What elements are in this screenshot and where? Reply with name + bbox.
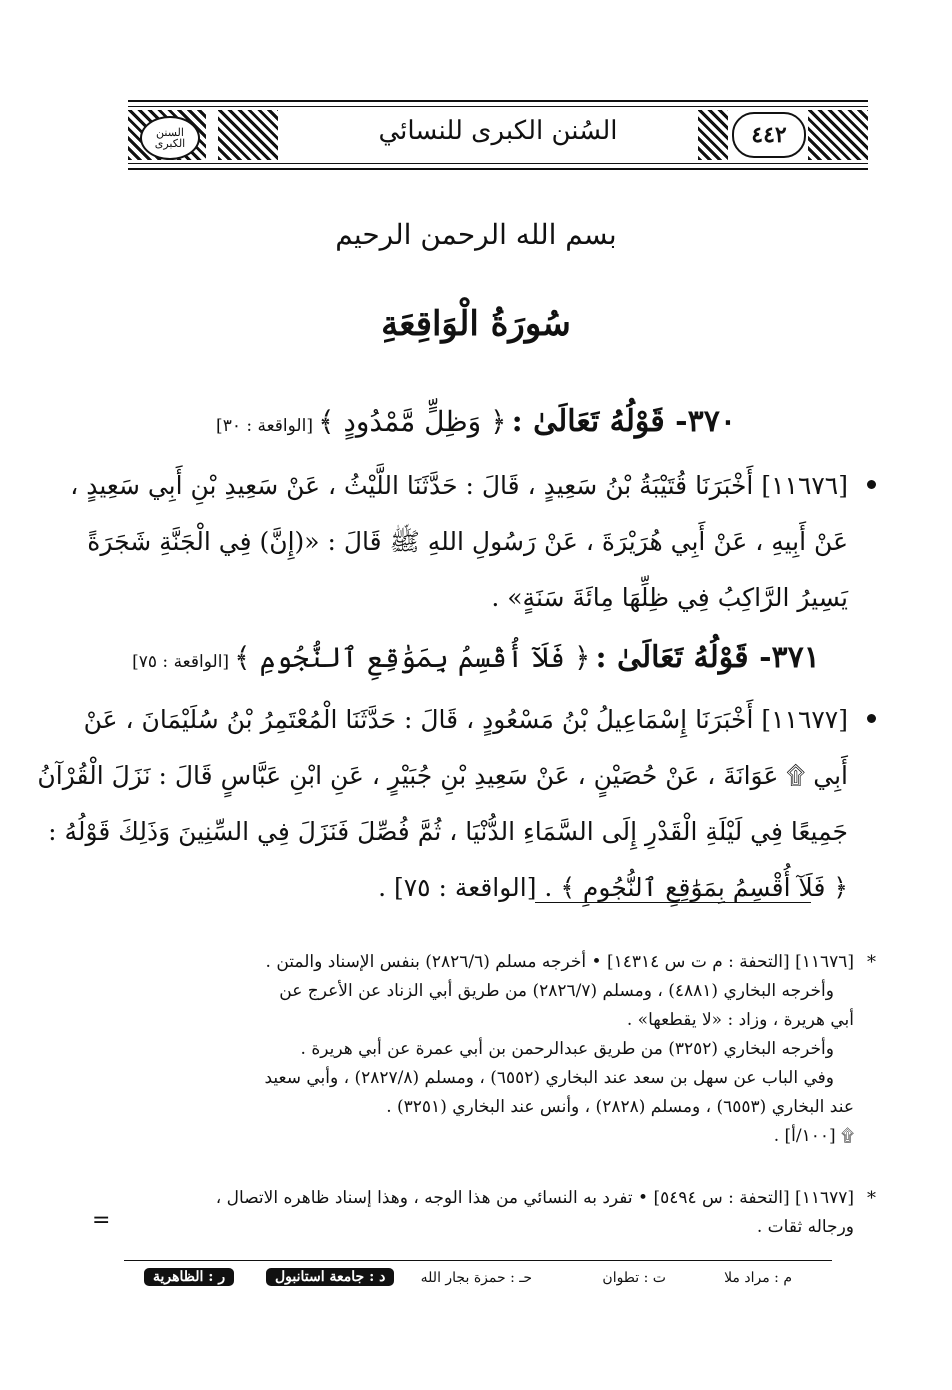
siglum-d-badge: د : جامعة استانبول <box>266 1268 394 1286</box>
text-line: عَنْ أَبِيهِ ، عَنْ أَبِي هُرَيْرَةَ ، عَنْ رَسُولِ اللهِ ﷺ قَالَ : «(إِنَّ) فِي الْجَنَّةِ شَجَرَةً <box>87 527 848 556</box>
footnote-line: [١١٦٧٧] [التحفة : س ٥٤٩٤] • تفرد به النسائي من هذا الوجه ، وهذا إسناد ظاهره الاتصال ، <box>215 1188 854 1208</box>
section-number: ٣٧٠ <box>687 404 736 439</box>
siglum-r-badge: ر : الظاهرية <box>144 1268 234 1286</box>
page-header <box>128 100 868 170</box>
siglum-t: ت : تطوان <box>602 1270 666 1286</box>
text-line: يَسِيرُ الرَّاكِبُ فِي ظِلِّهَا مِائَةَ سَنَةٍ» . <box>491 583 848 612</box>
sura-title: سُورَةُ الْوَاقِعَةِ <box>381 304 571 344</box>
text-line: [١١٦٧٧] أَخْبَرَنَا إِسْمَاعِيلُ بْنُ مَسْعُودٍ ، قَالَ : حَدَّثَنَا الْمُعْتَمِرُ بْنُ سُلَيْمَانَ ، عَنْ <box>83 705 848 734</box>
section-number: ٣٧١ <box>771 640 820 675</box>
footnote-line: أبي هريرة ، وزاد : «لا يقطعها» . <box>626 1010 854 1030</box>
verse-reference: [الواقعة : ٣٠] <box>216 416 313 436</box>
heading-label: - قَوْلُهُ تَعَالَىٰ : <box>511 404 688 439</box>
bullet-icon <box>867 480 876 489</box>
footnote-line: ۩ [١٠٠/أ] . <box>773 1126 854 1146</box>
footnote-line: عند البخاري (٦٥٥٣) ، ومسلم (٢٨٢٨) ، وأنس عند البخاري (٣٢٥١) . <box>386 1097 854 1117</box>
footer-rule <box>124 1260 832 1261</box>
siglum-m: م : مراد ملا <box>724 1270 792 1286</box>
siglum-h: حـ : حمزة بجار الله <box>420 1270 532 1286</box>
text-line: أَبِي ۩ عَوَانَةَ ، عَنْ حُصَيْنٍ ، عَنْ سَعِيدِ بْنِ جُبَيْرٍ ، عَنِ ابْنِ عَبَّاسٍ قَالَ : نَزَلَ الْقُرْآنُ <box>37 761 848 790</box>
footnote-line: وفي الباب عن سهل بن سعد عند البخاري (٦٥٥٢) ، ومسلم (٢٨٢٧/٨) ، وأبي سعيد <box>264 1068 834 1088</box>
section-heading-371 <box>100 640 852 675</box>
text-line: [١١٦٧٦] أَخْبَرَنَا قُتَيْبَةُ بْنُ سَعِيدٍ ، قَالَ : حَدَّثَنَا اللَّيْثُ ، عَنْ سَعِيدِ بْنِ أَبِي سَعِيدٍ ، <box>70 471 848 500</box>
footnote-star: * <box>867 1188 876 1209</box>
manuscript-sigla-footer <box>124 1264 832 1300</box>
right-inner-ornament <box>698 110 728 160</box>
text-line: جَمِيعًا فِي لَيْلَةِ الْقَدْرِ إِلَى السَّمَاءِ الدُّنْيَا ، ثُمَّ فُصِّلَ فَنَزَلَ فِي السِّنِينَ وَذَلِكَ قَوْلُهُ : <box>48 817 848 846</box>
page-number: ٤٤٢ <box>732 112 806 158</box>
footnote-star: * <box>867 952 876 973</box>
verse-reference: [الواقعة : ٧٥] <box>132 652 230 672</box>
quran-verse: ﴿ وَظِلٍّ مَّمْدُودٍ ﴾ <box>318 405 507 438</box>
hadith-11677 <box>37 692 848 916</box>
footnote-line: وأخرجه البخاري (٤٨٨١) ، ومسلم (٢٨٢٦/٧) من طريق أبي الزناد عن الأعرج عن <box>279 981 834 1001</box>
book-seal: السنن الكبرى <box>140 116 200 160</box>
footnote-11676 <box>126 948 876 1151</box>
bullet-icon <box>867 714 876 723</box>
footnote-11677 <box>126 1184 876 1242</box>
running-title: السُنن الكبرى للنسائي <box>378 116 618 146</box>
basmala: بسم الله الرحمن الرحيم <box>335 218 617 251</box>
footnote-line: وأخرجه البخاري (٣٢٥٢) من طريق عبدالرحمن بن أبي عمرة عن أبي هريرة . <box>300 1039 834 1059</box>
section-heading-370 <box>100 404 852 439</box>
heading-label: - قَوْلُهُ تَعَالَىٰ : <box>595 640 772 675</box>
hadith-11676 <box>70 458 848 626</box>
right-ornament <box>808 110 868 160</box>
text-line: ﴿ فَلَآ أُقْسِمُ بِمَوَٰقِعِ ٱلنُّجُومِ ﴾ . [الواقعة : ٧٥] . <box>378 873 848 902</box>
footnote-line: [١١٦٧٦] [التحفة : م ت س ١٤٣١٤] • أخرجه مسلم (٢٨٢٦/٦) بنفس الإسناد والمتن . <box>265 952 854 972</box>
footnote-separator <box>535 902 811 903</box>
margin-mark: = <box>92 1208 111 1233</box>
quran-verse: ﴿ فَلَآ أُقْسِمُ بِمَوَٰقِعِ ٱلنُّجُومِ ﴾ <box>234 641 591 674</box>
footnote-line: ورجاله ثقات . <box>756 1217 854 1237</box>
